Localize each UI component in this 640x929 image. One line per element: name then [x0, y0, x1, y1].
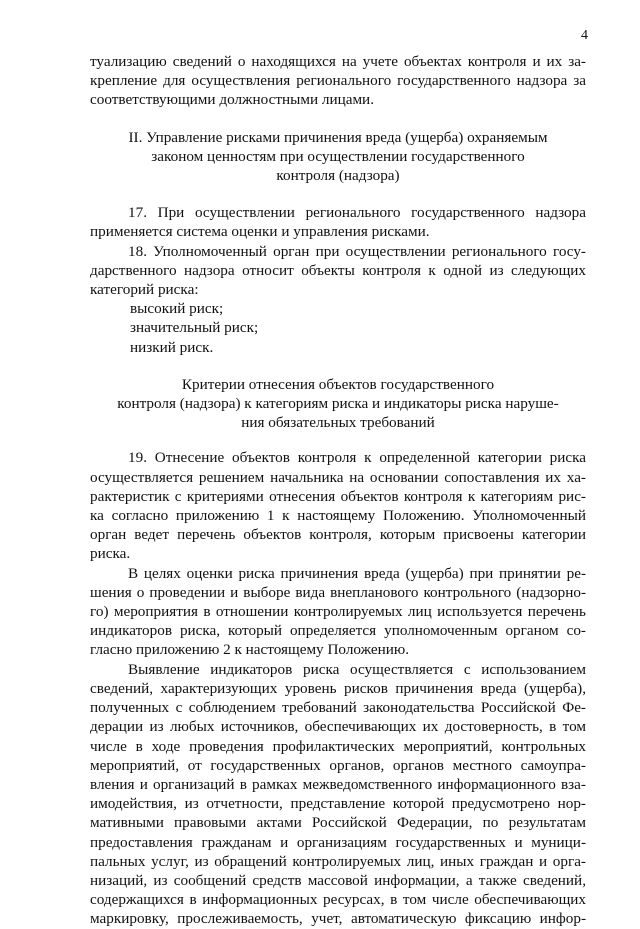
paragraph-19: [90, 448, 586, 563]
text-line: соответствующими должностными лицами.: [90, 91, 374, 109]
paragraph-risk-assessment: [90, 564, 586, 660]
text-line: ка согласно приложению 1 к настоящему Положению. Уполномоченный: [90, 507, 586, 525]
paragraph-17: [90, 203, 586, 241]
heading-line: законом ценностям при осуществлении государственного: [151, 147, 525, 165]
text-line: индикаторов риска, который определяется уполномоченным органом со-: [90, 622, 586, 640]
heading-line: ния обязательных требований: [241, 414, 435, 432]
text-line: числе в ходе проведения профилактических мероприятий, контрольных: [90, 737, 586, 755]
heading-line: контроля (надзора) к категориям риска и индикаторы риска наруше-: [117, 395, 559, 413]
section-heading: [90, 128, 586, 186]
text-line: вления и организаций в рамках межведомственного информационного вза-: [90, 775, 586, 793]
text-line: Выявление индикаторов риска осуществляется с использованием: [128, 660, 586, 678]
text-line: осуществляется решением начальника на основании сопоставления их ха-: [90, 468, 586, 486]
text-line: низаций, из сообщений средств массовой информации, а также сведений,: [90, 871, 586, 889]
text-line: пальных услуг, из обращений контролируемых лиц, иных граждан и орга-: [90, 852, 586, 870]
text-line: туализацию сведений о находящихся на учете объектах контроля и их за-: [90, 53, 586, 70]
intro-paragraph: [90, 52, 586, 110]
text-line: применяется система оценки и управления рисками.: [90, 223, 430, 241]
text-line: категорий риска:: [90, 281, 199, 299]
risk-category-high: высокий риск;: [130, 300, 224, 318]
text-line: орган ведет перечень объектов контроля, которым присвоены категории: [90, 526, 586, 544]
text-line: предоставления гражданам и организациям государственных и муници-: [90, 833, 586, 851]
text-line: мероприятий, от государственных органов, органов местного самоупра-: [90, 756, 586, 774]
text-line: содержащихся в информационных ресурсах, в том числе обеспечивающих: [90, 891, 586, 909]
paragraph-18: [90, 242, 586, 300]
heading-line: Критерии отнесения объектов государственного: [181, 375, 495, 393]
text-line: 17. При осуществлении регионального государственного надзора: [128, 204, 586, 222]
text-line: В целях оценки риска причинения вреда (ущерба) при принятии ре-: [128, 564, 586, 582]
page-number: 4: [581, 28, 588, 43]
text-line: мативными правовыми актами Российской Федерации, по результатам: [90, 814, 586, 832]
text-line: имодействия, из отчетности, представление которой предусмотрено нор-: [90, 795, 586, 813]
text-line: гласно приложению 2 к настоящему Положению.: [90, 641, 410, 659]
text-line: маркировку, прослеживаемость, учет, автоматическую фиксацию инфор-: [90, 910, 586, 928]
heading-line: II. Управление рисками причинения вреда (ущерба) охраняемым: [128, 128, 548, 146]
risk-category-significant: значительный риск;: [130, 319, 259, 337]
text-line: шения о проведении и выборе вида внепланового контрольного (надзорно-: [90, 583, 586, 601]
text-line: крепление для осуществления регионального государственного надзора за: [90, 72, 586, 90]
document-body: [90, 52, 586, 929]
text-line: 19. Отнесение объектов контроля к определенной категории риска: [128, 449, 586, 467]
text-line: сведений, характеризующих уровень рисков причинения вреда (ущерба),: [90, 679, 586, 697]
paragraph-risk-indicators: [90, 660, 586, 929]
criteria-heading: [90, 375, 586, 433]
text-line: го) мероприятия в отношении контролируемых лиц используется перечень: [90, 603, 586, 621]
text-line: дарственного надзора относит объекты контроля к одной из следующих: [90, 261, 586, 279]
text-line: рактеристик с критериями отнесения объектов контроля к категориям рис-: [90, 487, 586, 505]
text-line: полученных с соблюдением требований законодательства Российской Фе-: [90, 699, 586, 717]
heading-line: контроля (надзора): [276, 167, 400, 185]
risk-category-low: низкий риск.: [130, 338, 214, 356]
text-line: риска.: [90, 545, 131, 563]
text-line: дерации из любых источников, обеспечивающих их достоверность, в том: [90, 718, 586, 736]
text-line: 18. Уполномоченный орган при осуществлении регионального госу-: [128, 242, 586, 260]
